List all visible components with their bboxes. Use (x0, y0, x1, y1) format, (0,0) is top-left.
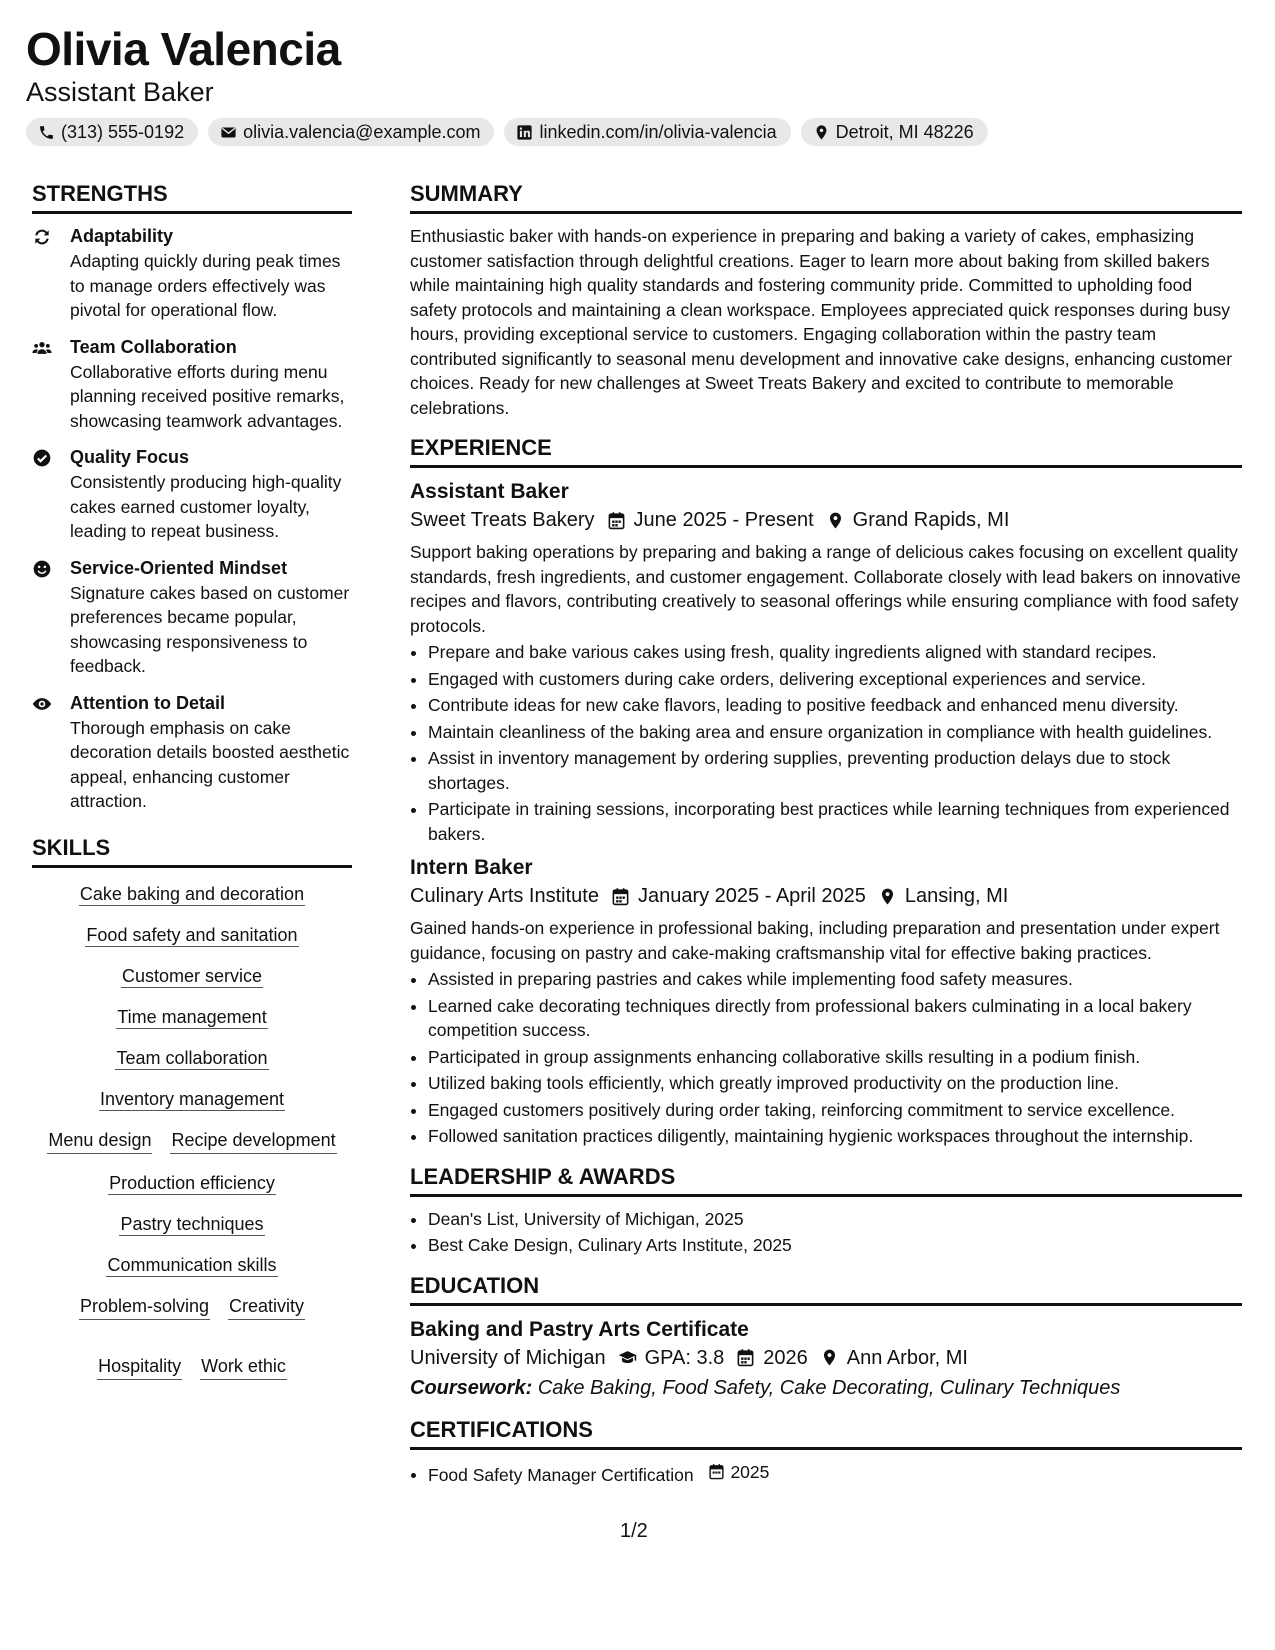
left-column (32, 180, 352, 1384)
candidate-title: Assistant Baker (26, 77, 214, 107)
job-location: Lansing, MI (904, 885, 1009, 907)
experience-heading: EXPERIENCE (410, 434, 1242, 468)
page-number: 1/2 (620, 1520, 648, 1542)
certifications-heading: CERTIFICATIONS (410, 1416, 1242, 1450)
job-description: Support baking operations by preparing and baking a range of delicious cakes focusing on excellent quality standards, fresh ingredients, and customer engagement. Collaborate closely with lead bakers on innovative recipes and flavors, contributing creatively to seasonal offerings while ensuring compliance with food safety protocols. (410, 542, 1241, 636)
job-bullets (410, 640, 1242, 846)
job-entry (410, 854, 1242, 1149)
candidate-name: Olivia Valencia (26, 23, 341, 75)
resume-header (26, 22, 1249, 146)
job-title: Intern Baker (410, 856, 533, 879)
map-pin-icon (878, 887, 897, 906)
strength-desc: Consistently producing high-quality cakes earned customer loyalty, leading to repeat business. (70, 472, 342, 541)
check-circle-icon (32, 448, 52, 468)
phone-icon (38, 124, 55, 141)
coursework-label: Coursework: (410, 1376, 533, 1399)
summary-text: Enthusiastic baker with hands-on experience in preparing and baking a variety of cakes, emphasizing customer satisfaction through delightful creations. Eager to learn more about baking from skilled bakers while maintaining high quality standards and fostering community pride. Committed to upholding food safety protocols and maintaining a clean workspace. Employees appreciated quick responses during busy hours, providing exceptional service to customers. Engaging collaboration within the pastry team contributed significantly to seasonal menu development and innovative cake designs, enhancing customer choices. Ready for new challenges at Sweet Treats Bakery and excited to contribute to memorable celebrations. (410, 226, 1233, 418)
certifications-list (410, 1460, 1242, 1487)
summary-heading: SUMMARY (410, 180, 1242, 214)
map-pin-icon (820, 1348, 839, 1367)
job-meta (410, 882, 1242, 910)
strength-title: Quality Focus (70, 447, 190, 467)
list-item: • Assisted in preparing pastries and cakes while implementing food safety measures. (428, 967, 1242, 992)
strength-title: Adaptability (70, 226, 174, 246)
eye-icon (32, 694, 52, 714)
school-location: Ann Arbor, MI (846, 1346, 968, 1369)
list-item: • Utilized baking tools efficiently, which greatly improved productivity on the production line. (428, 1071, 1242, 1096)
skill-tag: Cake baking and decoration (79, 883, 305, 904)
list-item: • Participate in training sessions, incorporating best practices while learning techniques from experienced bakers. (428, 797, 1242, 846)
certification-name: Food Safety Manager Certification (428, 1464, 694, 1485)
strength-desc: Thorough emphasis on cake decoration details boosted aesthetic appeal, enhancing customer attraction. (70, 717, 350, 811)
contact-linkedin[interactable] (504, 118, 790, 146)
calendar-icon (736, 1348, 755, 1367)
list-item: • Contribute ideas for new cake flavors, leading to positive feedback and enhanced menu diversity. (428, 693, 1242, 718)
contact-location (801, 118, 988, 146)
skill-tag: Creativity (228, 1294, 305, 1320)
skills-list (32, 878, 352, 1384)
skill-tag: Communication skills (107, 1254, 277, 1275)
job-company: Sweet Treats Bakery (410, 509, 595, 531)
skill-tag: Customer service (121, 965, 263, 986)
calendar-icon (708, 1463, 725, 1480)
certification-year: 2025 (730, 1461, 770, 1482)
strengths-heading: STRENGTHS (32, 180, 352, 214)
skills-heading: SKILLS (32, 834, 352, 868)
strength-title: Team Collaboration (70, 336, 237, 357)
right-column (410, 180, 1242, 1495)
skill-tag: Time management (117, 1006, 267, 1027)
education-meta (410, 1344, 1242, 1372)
skill-tag: Inventory management (99, 1088, 285, 1109)
strength-desc: Adapting quickly during peak times to manage orders effectively was pivotal for operational flow. (70, 251, 341, 320)
coursework (410, 1374, 1242, 1402)
job-bullets (410, 967, 1242, 1149)
degree-title: Baking and Pastry Arts Certificate (410, 1317, 749, 1341)
envelope-icon (220, 124, 237, 141)
strength-desc: Collaborative efforts during menu planning received positive remarks, showcasing teamwork advantages. (70, 361, 345, 431)
job-location: Grand Rapids, MI (852, 509, 1010, 531)
strength-item (32, 445, 352, 544)
strength-item (32, 224, 352, 323)
job-dates: June 2025 - Present (633, 509, 814, 531)
job-dates: January 2025 - April 2025 (637, 885, 866, 907)
skill-tag: Food safety and sanitation (86, 924, 298, 945)
graduation-cap-icon (618, 1348, 637, 1367)
skill-tag: Hospitality (97, 1354, 182, 1380)
calendar-icon (611, 887, 630, 906)
linkedin-text: linkedin.com/in/olivia-valencia (539, 122, 777, 142)
job-description: Gained hands-on experience in professional baking, including preparation and presentation under expert guidance, focusing on pastry and cake-making craftsmanship vital for effective baking practices. (410, 918, 1220, 963)
list-item: • Best Cake Design, Culinary Arts Institute, 2025 (428, 1233, 1242, 1258)
contact-bar (26, 118, 1249, 146)
list-item: • Learned cake decorating techniques directly from professional bakers culminating in a local bakery competition success. (428, 994, 1242, 1043)
strength-item (32, 335, 352, 434)
map-pin-icon (813, 124, 830, 141)
skill-tag: Work ethic (200, 1354, 287, 1380)
list-item: • Assist in inventory management by ordering supplies, preventing production delays due to stock shortages. (428, 746, 1242, 795)
map-pin-icon (826, 511, 845, 530)
linkedin-icon (516, 124, 533, 141)
list-item: • Engaged customers positively during order taking, reinforcing commitment to service excellence. (428, 1098, 1242, 1123)
list-item: • Dean's List, University of Michigan, 2025 (428, 1207, 1242, 1232)
gpa: GPA: 3.8 (644, 1346, 725, 1369)
skill-tag: Problem-solving (79, 1294, 210, 1320)
refresh-icon (32, 227, 52, 247)
skill-tag: Pastry techniques (120, 1213, 264, 1234)
phone-text: (313) 555-0192 (61, 122, 185, 142)
job-title: Assistant Baker (410, 480, 569, 503)
calendar-icon (607, 511, 626, 530)
awards-heading: LEADERSHIP & AWARDS (410, 1163, 1242, 1197)
job-entry (410, 478, 1242, 846)
job-company: Culinary Arts Institute (410, 885, 599, 907)
list-item: • Engaged with customers during cake orders, delivering exceptional experiences and service. (428, 667, 1242, 692)
smile-icon (32, 559, 52, 579)
graduation-year: 2026 (763, 1346, 808, 1369)
list-item: • Prepare and bake various cakes using fresh, quality ingredients aligned with standard recipes. (428, 640, 1242, 665)
awards-list (410, 1207, 1242, 1258)
list-item: • Participated in group assignments enhancing collaborative skills resulting in a podium finish. (428, 1045, 1242, 1070)
list-item: • Maintain cleanliness of the baking area and ensure organization in compliance with health guidelines. (428, 720, 1242, 745)
strength-desc: Signature cakes based on customer preferences became popular, showcasing responsiveness to feedback. (70, 582, 350, 676)
strength-title: Attention to Detail (70, 692, 225, 713)
job-meta (410, 506, 1242, 534)
skill-tag: Team collaboration (116, 1047, 268, 1068)
skill-tag: Production efficiency (109, 1172, 275, 1193)
strength-item (32, 691, 352, 814)
skill-tag: Recipe development (170, 1128, 336, 1154)
list-item (428, 1460, 1242, 1487)
location-text: Detroit, MI 48226 (835, 122, 974, 142)
coursework-list: Cake Baking, Food Safety, Cake Decorating, Culinary Techniques (537, 1376, 1121, 1399)
contact-email[interactable] (208, 118, 494, 146)
email-text: olivia.valencia@example.com (243, 122, 481, 142)
school-name: University of Michigan (410, 1346, 606, 1369)
strength-item (32, 556, 352, 679)
list-item: • Followed sanitation practices diligently, maintaining hygienic workspaces throughout the internship. (428, 1124, 1242, 1149)
strength-title: Service-Oriented Mindset (70, 557, 288, 578)
contact-phone[interactable] (26, 118, 198, 146)
education-heading: EDUCATION (410, 1272, 1242, 1306)
skill-tag: Menu design (47, 1128, 152, 1154)
users-icon (32, 338, 52, 358)
